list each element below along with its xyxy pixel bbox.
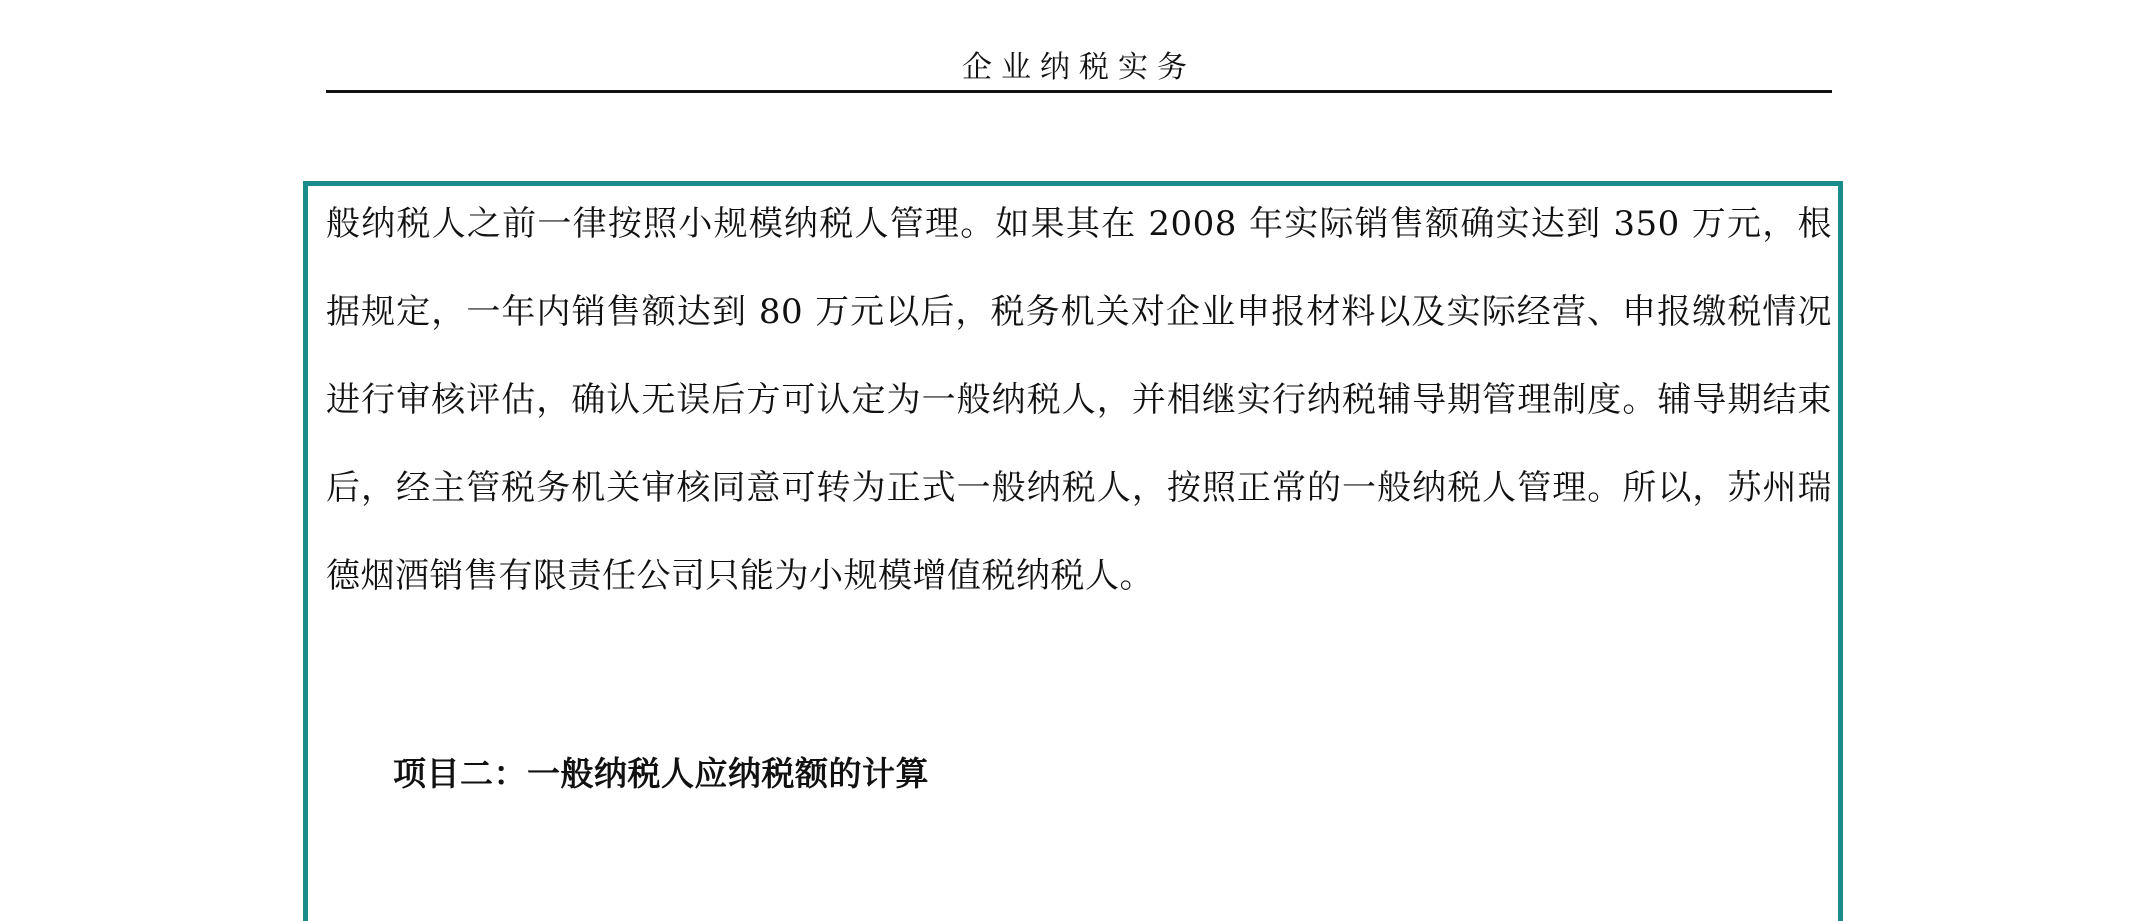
page-header-title: 企业纳税实务: [962, 50, 1196, 85]
header-rule: [326, 90, 1832, 93]
body-paragraph: 般纳税人之前一律按照小规模纳税人管理。如果其在 2008 年实际销售额确实达到 350 万元，根据规定，一年内销售额达到 80 万元以后，税务机关对企业申报材料以及实际经营、申报缴税情况进行审核评估，确认无误后方可认定为一般纳税人，并相继实行纳税辅导期管理制度。辅导期结束后，经主管税务机关审核同意可转为正式一般纳税人，按照正常的一般纳税人管理。所以，苏州瑞德烟酒销售有限责任公司只能为小规模增值税纳税人。: [326, 204, 1832, 596]
section-heading: 项目二：一般纳税人应纳税额的计算: [393, 754, 929, 793]
